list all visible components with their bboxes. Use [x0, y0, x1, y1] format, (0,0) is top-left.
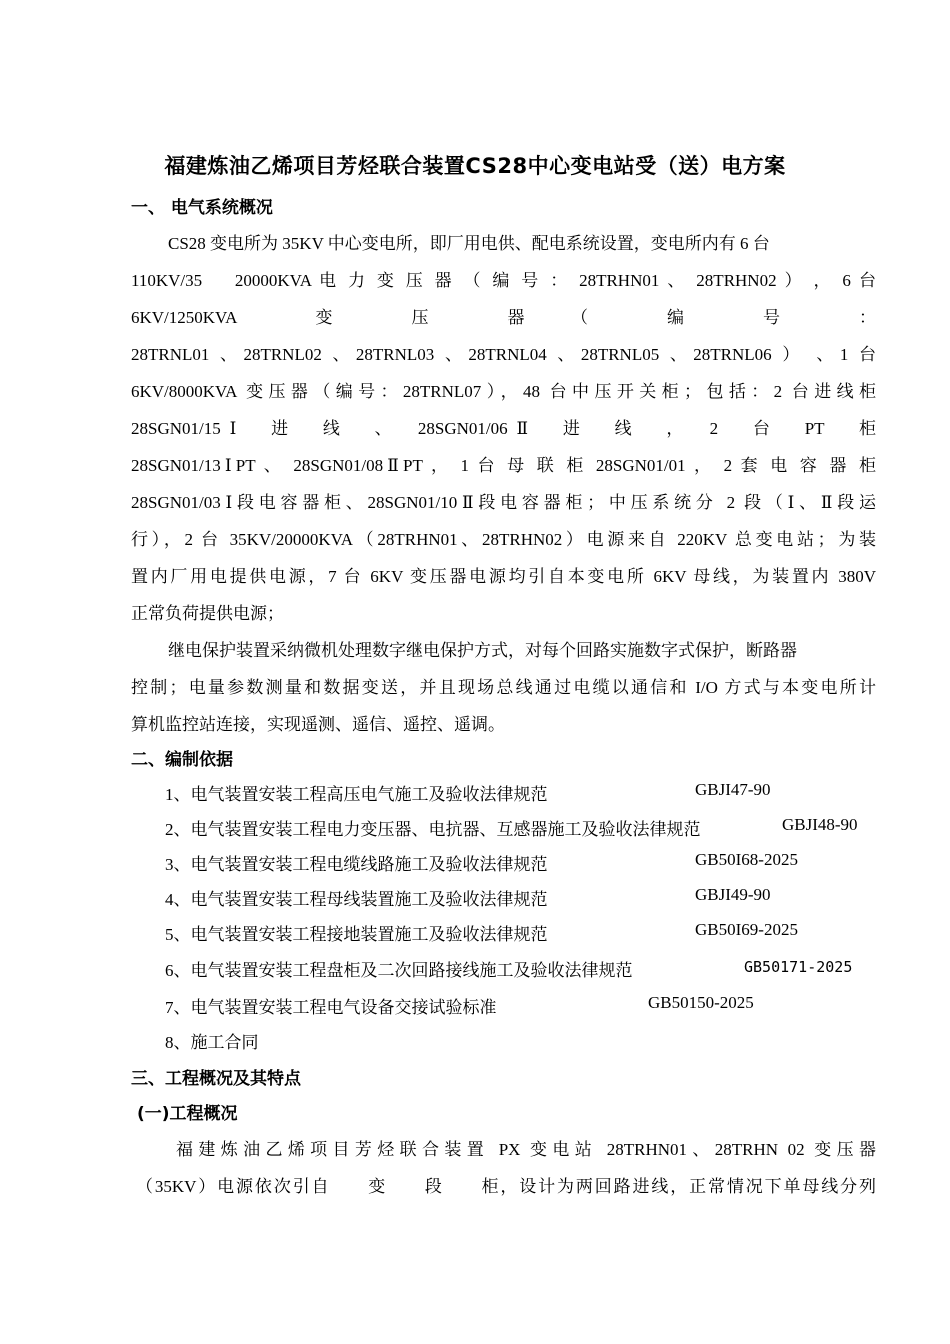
paragraph-line: 福建炼油乙烯项目芳烃联合装置 PX 变电站 28TRHN01、28TRHN 02 变压器 — [176, 1140, 876, 1159]
paragraph-line: 算机监控站连接，实现遥测、遥信、遥控、遥调。 — [131, 715, 505, 734]
paragraph-line: 控制；电量参数测量和数据变送，并且现场总线通过电缆以通信和 I/O 方式与本变电所计 — [131, 678, 876, 697]
reference-text: 6、电气装置安装工程盘柜及二次回路接线施工及验收法律规范 — [165, 961, 633, 980]
reference-text: 7、电气装置安装工程电气设备交接试验标准 — [165, 998, 497, 1017]
paragraph-line: 继电保护装置采纳微机处理数字继电保护方式，对每个回路实施数字式保护，断路器 — [168, 641, 797, 660]
reference-code: GB50I69-2025 — [695, 920, 798, 939]
paragraph-line: 28TRNL01 、28TRNL02 、28TRNL03 、28TRNL04 、28TRNL05 、28TRNL06 ） 、1 台 — [131, 345, 876, 364]
reference-code: GB50171-2025 — [744, 958, 853, 976]
subsection-heading: (一)工程概况 — [137, 1104, 238, 1124]
reference-text: 1、电气装置安装工程高压电气施工及验收法律规范 — [165, 785, 548, 804]
reference-text: 2、电气装置安装工程电力变压器、电抗器、互感器施工及验收法律规范 — [165, 820, 701, 839]
reference-code: GBJI48-90 — [782, 815, 858, 834]
paragraph-line: 28SGN01/13ⅠPT 、 28SGN01/08ⅡPT ， 1 台 母 联 柜 28SGN01/01 ， 2 套 电 容 器 柜 — [131, 456, 876, 475]
section-heading-3: 三、工程概况及其特点 — [131, 1069, 301, 1089]
paragraph-line: 6KV/1250KVA 变 压 器 （ 编 号 ： — [131, 308, 876, 327]
reference-text: 4、电气装置安装工程母线装置施工及验收法律规范 — [165, 890, 548, 909]
paragraph-line: 28SGN01/15Ⅰ 进 线 、 28SGN01/06Ⅱ 进 线 ， 2 台 PT 柜 — [131, 419, 876, 438]
paragraph-line: 28SGN01/03Ⅰ段电容器柜、28SGN01/10Ⅱ段电容器柜；中压系统分 2 段（Ⅰ、Ⅱ段运 — [131, 493, 876, 512]
section-heading-1: 一、 电气系统概况 — [131, 198, 273, 218]
reference-code: GBJI49-90 — [695, 885, 771, 904]
document-title: 福建炼油乙烯项目芳烃联合装置CS28中心变电站受（送）电方案 — [164, 154, 786, 178]
reference-code: GBJI47-90 — [695, 780, 771, 799]
reference-text: 5、电气装置安装工程接地装置施工及验收法律规范 — [165, 925, 548, 944]
reference-text: 3、电气装置安装工程电缆线路施工及验收法律规范 — [165, 855, 548, 874]
reference-code: GB50I68-2025 — [695, 850, 798, 869]
reference-code: GB50150-2025 — [648, 993, 754, 1012]
paragraph-line: （35KV）电源依次引自 变 段 柜，设计为两回路进线，正常情况下单母线分列 — [136, 1177, 876, 1196]
paragraph-line: 110KV/35 20000KVA 电 力 变 压 器 （ 编 号 ： 28TRHN01 、 28TRHN02 ） ， 6 台 — [131, 271, 876, 290]
paragraph-line: 6KV/8000KVA 变压器（编号：28TRNL07），48 台中压开关柜；包括：2 台进线柜 — [131, 382, 876, 401]
paragraph-line: CS28 变电所为 35KV 中心变电所，即厂用电供、配电系统设置，变电所内有 6 台 — [168, 234, 770, 253]
paragraph-line: 正常负荷提供电源； — [131, 604, 284, 623]
paragraph-line: 行），2 台 35KV/20000KVA（28TRHN01、28TRHN02）电源来自 220KV 总变电站；为装 — [131, 530, 876, 549]
reference-text: 8、施工合同 — [165, 1033, 259, 1052]
paragraph-line: 置内厂用电提供电源，7 台 6KV 变压器电源均引自本变电所 6KV 母线，为装置内 380V — [131, 567, 876, 586]
section-heading-2: 二、编制依据 — [131, 750, 233, 770]
